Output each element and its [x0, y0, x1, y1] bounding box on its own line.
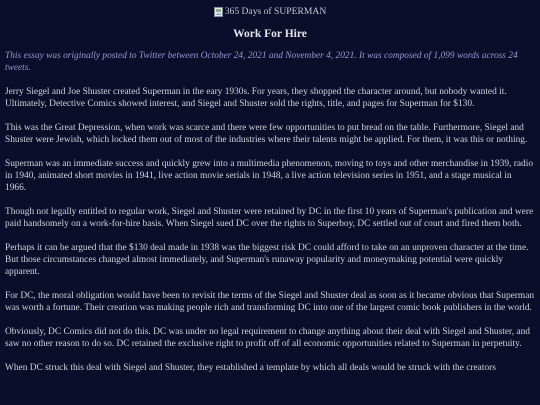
article-paragraph: When DC struck this deal with Siegel and Shuster, they established a template by which all deals would be struck with the creators: [5, 363, 496, 373]
site-banner-link[interactable]: [214, 6, 327, 18]
article-paragraph: Though not legally entitled to regular work, Siegel and Shuster were retained by DC in the first 10 years of Superman's publication and were paid handsomely on a work-for-hire basis. When Siegel sued DC over the rights to Superboy, DC settled out of court and fired them both.: [5, 207, 534, 229]
article-title: Work For Hire: [233, 28, 307, 40]
site-header: [0, 0, 540, 21]
article-paragraph: Obviously, DC Comics did not do this. DC was under no legal requirement to change anything about their deal with Siegel and Shuster, and saw no other reason to do so. DC retained the exclusive right to profit off of all economic opportunities related to Superman in perpetuity.: [5, 327, 530, 349]
article-paragraph: Perhaps it can be argued that the $130 deal made in 1938 was the biggest risk DC could afford to take on an unproven character at the time. But those circumstances changed almost immediately, and Superman's runaway popularity and moneymaking potential were quickly apparent.: [5, 243, 529, 277]
article-paragraph: This was the Great Depression, when work was scarce and there were few opportunities to put bread on the table. Furthermore, Siegel and Shuster were Jewish, which locked them out of most of the industries where their talents might be applied. For them, it was this or nothing.: [5, 123, 528, 145]
broken-image-icon: [214, 7, 223, 17]
article-paragraph: Jerry Siegel and Joe Shuster created Superman in the eary 1930s. For years, they shopped the character around, but nobody wanted it. Ultimately, Detective Comics showed interest, and Siegel and Shuster sold the rights, title, and pages for Superman for $130.: [5, 87, 507, 109]
banner-alt-text: 365 Days of SUPERMAN: [224, 6, 327, 17]
article-paragraph: For DC, the moral obligation would have been to revisit the terms of the Siegel and Shuster deal as soon as it became obvious that Superman was worth a fortune. Their creation was making people rich and transforming DC into one of the largest comic book publishers in the world.: [5, 291, 535, 313]
article-paragraph: Superman was an immediate success and quickly grew into a multimedia phenomenon, moving to toys and other merchandise in 1939, radio in 1940, animated short movies in 1941, live action movie serials in 1948, a live action television series in 1951, and a stage musical in 1966.: [5, 159, 534, 193]
article-body: [0, 50, 540, 374]
article-intro: This essay was originally posted to Twitter between October 24, 2021 and November 4, 2021. It was composed of 1,099 words across 24 tweets.: [5, 51, 518, 73]
